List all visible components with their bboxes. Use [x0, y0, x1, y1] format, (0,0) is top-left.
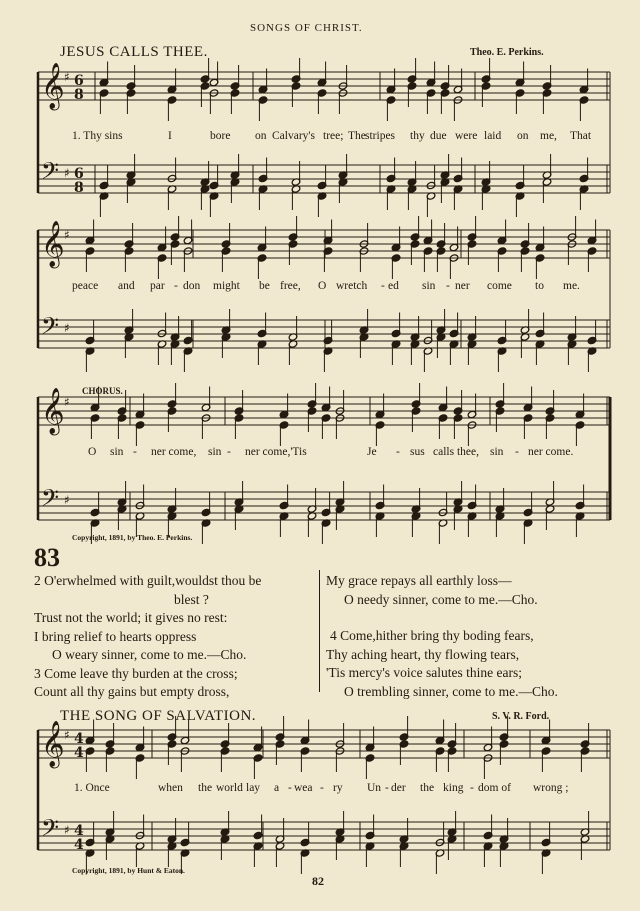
key-signature-sharp: ♯ — [64, 166, 70, 180]
verses-right-column — [326, 572, 626, 701]
lyric-syllable: - — [515, 446, 519, 458]
lyric-syllable: ry — [333, 782, 343, 794]
lyric-syllable: were — [455, 130, 478, 142]
lyric-syllable: ner come,'Tis — [245, 446, 307, 458]
time-signature: 4 — [74, 837, 84, 853]
lyric-syllable: sin — [208, 446, 222, 458]
hymn-number: 83 — [34, 543, 60, 572]
composer-credit-2: S. V. R. Ford. — [492, 711, 550, 722]
lyric-syllable: me, — [540, 130, 557, 142]
lyric-syllable: 1. Once — [74, 782, 110, 794]
lyric-syllable: don — [183, 280, 201, 292]
lyric-syllable: come — [487, 280, 512, 292]
verse-line — [326, 609, 626, 627]
lyric-syllable: when — [158, 782, 183, 794]
lyric-syllable: king — [443, 782, 464, 794]
time-signature: 6 — [74, 73, 84, 89]
lyric-syllable: ner come, — [151, 446, 197, 458]
column-divider — [319, 570, 320, 692]
time-signature: 8 — [74, 180, 84, 196]
lyric-syllable: I — [168, 130, 172, 142]
lyric-syllable: thy — [410, 130, 425, 142]
lyric-syllable: free, — [280, 280, 301, 292]
time-signature: 4 — [74, 823, 84, 839]
lyric-syllable: O — [88, 446, 97, 458]
running-head: SONGS OF CHRIST. — [250, 22, 363, 34]
lyric-syllable: sin — [110, 446, 124, 458]
lyric-syllable: wea — [294, 782, 313, 794]
lyric-syllable: sin — [490, 446, 504, 458]
lyric-syllable: sin — [422, 280, 436, 292]
lyric-syllable: me. — [563, 280, 580, 292]
lyric-syllable: - — [470, 782, 474, 794]
hymn-title: JESUS CALLS THEE. — [60, 44, 208, 60]
page-number: 82 — [312, 874, 324, 888]
lyric-syllable: world — [216, 782, 243, 794]
treble-clef: 𝄞 — [41, 221, 65, 267]
lyric-syllable: ner — [455, 280, 470, 292]
lyric-syllable: - — [320, 782, 324, 794]
time-signature: 8 — [74, 87, 84, 103]
lyric-syllable: and — [118, 280, 135, 292]
lyric-syllable: - — [133, 446, 137, 458]
treble-clef: 𝄞 — [41, 721, 65, 767]
verse-line: My grace repays all earthly loss— — [326, 573, 512, 588]
verse-line: 'Tis mercy's voice salutes thine ears; — [326, 665, 522, 680]
verse-line: 3 Come leave thy burden at the cross; — [34, 665, 238, 681]
lyric-syllable: - — [396, 446, 400, 458]
key-signature-sharp: ♯ — [64, 728, 70, 742]
key-signature-sharp: ♯ — [64, 70, 70, 84]
treble-clef: 𝄞 — [41, 388, 65, 434]
lyric-syllable: - — [288, 782, 292, 794]
verse-line: blest ? — [174, 591, 209, 607]
time-signature: 4 — [74, 745, 84, 761]
lyric-syllable: - — [227, 446, 231, 458]
bass-clef: 𝄢 — [41, 157, 60, 190]
lyric-syllable: peace — [72, 280, 99, 292]
time-signature: 6 — [74, 166, 84, 182]
lyric-syllable: stripes — [365, 130, 396, 142]
lyric-syllable: on — [517, 130, 529, 142]
lyric-syllable: to — [535, 280, 544, 292]
lyric-syllable: the — [198, 782, 213, 794]
lyric-syllable: wrong ; — [533, 782, 569, 794]
lyric-syllable: The — [348, 130, 366, 142]
lyric-syllable: Calvary's — [272, 130, 315, 142]
lyric-syllable: sus — [410, 446, 425, 458]
key-signature-sharp: ♯ — [64, 493, 70, 507]
lyric-syllable: ner come. — [528, 446, 574, 458]
key-signature-sharp: ♯ — [64, 395, 70, 409]
key-signature-sharp: ♯ — [64, 228, 70, 242]
verse-line: Count all thy gains but empty dross, — [34, 684, 230, 699]
lyric-syllable: O — [318, 280, 327, 292]
lyric-syllable: calls thee, — [433, 446, 479, 458]
verse-line: Trust not the world; it gives no rest: — [34, 610, 228, 625]
lyric-syllable: might — [213, 280, 240, 292]
bass-clef: 𝄢 — [41, 312, 60, 345]
lyric-syllable: - — [174, 280, 178, 292]
lyric-syllable: be — [259, 280, 270, 292]
composer-credit: Theo. E. Perkins. — [470, 47, 544, 58]
lyric-syllable: - — [385, 782, 389, 794]
lyric-syllable: due — [430, 130, 447, 142]
hymn-title-2: THE SONG OF SALVATION. — [60, 708, 257, 724]
copyright-1: Copyright, 1891, by Theo. E. Perkins. — [72, 533, 193, 542]
copyright-2: Copyright, 1891, by Hunt & Eaton. — [72, 866, 185, 875]
chorus-label: CHORUS. — [82, 386, 123, 396]
lyric-syllable: the — [420, 782, 435, 794]
treble-clef: 𝄞 — [41, 63, 65, 109]
lyric-syllable: tree; — [323, 130, 344, 142]
lyric-syllable: a — [274, 782, 280, 794]
lyric-syllable: - — [381, 280, 385, 292]
lyric-syllable: dom of — [478, 782, 511, 794]
verse-line: 4 Come,hither bring thy boding fears, — [330, 628, 534, 643]
lyric-syllable: Je — [367, 446, 377, 458]
verse-line: O weary sinner, come to me.—Cho. — [52, 647, 247, 662]
lyric-syllable: on — [255, 130, 267, 142]
lyric-syllable: par — [150, 280, 165, 292]
lyric-syllable: der — [391, 782, 406, 794]
lyric-syllable: laid — [484, 130, 502, 142]
verse-line: Thy aching heart, thy flowing tears, — [326, 646, 520, 662]
lyric-syllable: wretch — [336, 280, 368, 292]
verse-line: O needy sinner, come to me.—Cho. — [344, 591, 538, 607]
bass-clef: 𝄢 — [41, 814, 60, 847]
key-signature-sharp: ♯ — [64, 321, 70, 335]
verse-line: O trembling sinner, come to me.—Cho. — [344, 683, 558, 699]
verse-line: 2 O'erwhelmed with guilt,wouldst thou be — [34, 573, 262, 588]
lyric-syllable: bore — [210, 130, 231, 142]
lyric-syllable: ed — [388, 280, 399, 292]
lyric-syllable: Un — [367, 782, 382, 794]
lyric-syllable: That — [570, 130, 592, 142]
bass-clef: 𝄢 — [41, 484, 60, 517]
verse-line: I bring relief to hearts oppress — [34, 628, 197, 644]
lyric-syllable: 1. Thy sins — [72, 130, 123, 142]
time-signature: 4 — [74, 731, 84, 747]
verses-left-column — [34, 572, 324, 702]
lyric-syllable: - — [446, 280, 450, 292]
key-signature-sharp: ♯ — [64, 823, 70, 837]
lyric-syllable: lay — [246, 782, 261, 794]
